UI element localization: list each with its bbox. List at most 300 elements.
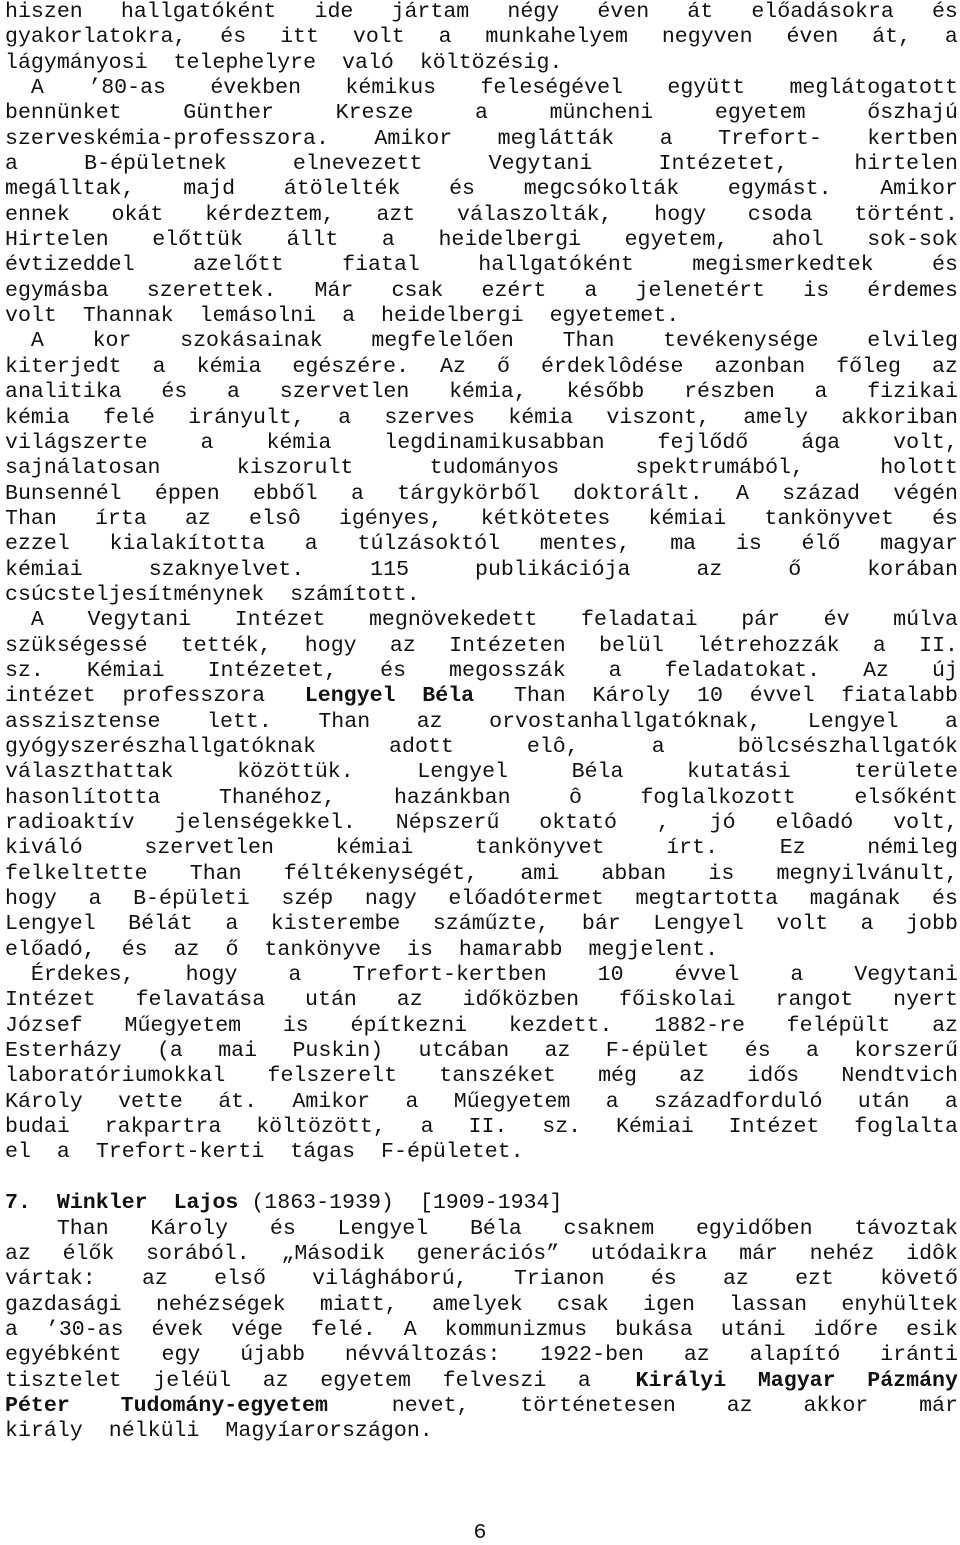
word: szokásainak bbox=[180, 329, 323, 354]
word: kétkötetes bbox=[480, 506, 611, 531]
word: holott bbox=[880, 456, 958, 481]
text-line bbox=[5, 1064, 958, 1089]
word: munkahelyem bbox=[485, 25, 628, 50]
word: Bélát bbox=[128, 912, 193, 937]
word: Than bbox=[562, 329, 615, 354]
text-line bbox=[5, 355, 958, 380]
word: felépült bbox=[786, 1013, 891, 1038]
word: ezért bbox=[481, 278, 547, 303]
word: utcában bbox=[418, 1039, 510, 1064]
word: heidelbergi bbox=[438, 228, 581, 253]
word: Lengyel bbox=[337, 1216, 429, 1241]
word: egyetem, bbox=[624, 228, 729, 253]
word: Lengyel bbox=[417, 760, 509, 785]
word: és bbox=[449, 177, 476, 202]
word: már bbox=[919, 1393, 958, 1418]
word: együtt bbox=[667, 76, 746, 101]
word: egyetem bbox=[320, 1368, 411, 1393]
word: állt bbox=[286, 228, 339, 253]
word: megcsókolták bbox=[523, 177, 680, 202]
word: is bbox=[735, 532, 762, 557]
word: egymásba bbox=[5, 278, 109, 303]
word: szerettek. bbox=[146, 278, 277, 303]
word: generációs” bbox=[416, 1241, 560, 1266]
word: viszont, bbox=[606, 405, 711, 430]
word: az bbox=[262, 1368, 289, 1393]
word: akkor bbox=[803, 1393, 869, 1418]
word: Puskin) bbox=[292, 1039, 384, 1064]
word: az bbox=[416, 709, 443, 734]
text-line bbox=[5, 862, 958, 887]
word: volt bbox=[5, 304, 57, 329]
text-line bbox=[5, 380, 958, 405]
word: névváltozás: bbox=[344, 1343, 501, 1368]
text-line bbox=[5, 406, 958, 431]
word: hazánkban bbox=[393, 785, 511, 810]
word: csak bbox=[556, 1292, 609, 1317]
text-line bbox=[5, 963, 958, 988]
word: felé bbox=[103, 405, 155, 430]
word: a bbox=[342, 304, 356, 329]
word: legdinamikusabban bbox=[384, 430, 605, 455]
bold-word: Winkler bbox=[56, 1191, 148, 1216]
word: B-épületnek bbox=[84, 152, 227, 177]
bold-word: Lengyel bbox=[304, 684, 396, 709]
word: felé. bbox=[311, 1317, 376, 1342]
word: nehézségek bbox=[155, 1292, 286, 1317]
word: lett. bbox=[207, 709, 272, 734]
word: B-épületi bbox=[133, 887, 250, 912]
word: okát bbox=[111, 202, 164, 227]
text-line bbox=[5, 1242, 958, 1267]
word: , bbox=[656, 811, 670, 835]
word: egyébként bbox=[5, 1343, 122, 1368]
text-line bbox=[5, 507, 958, 532]
word: alapító bbox=[749, 1343, 841, 1368]
text-line bbox=[5, 634, 958, 659]
word: Nendtvich bbox=[841, 1064, 958, 1089]
word: kémia, bbox=[449, 380, 527, 405]
word: 115 bbox=[370, 557, 410, 582]
word: feladatai bbox=[581, 608, 698, 633]
bold-word: Királyi bbox=[635, 1368, 727, 1393]
word: Ez bbox=[779, 836, 806, 861]
word: némileg bbox=[867, 836, 958, 861]
word: Intézetet, bbox=[658, 152, 789, 177]
word: a bbox=[304, 532, 318, 557]
word: a bbox=[152, 354, 166, 379]
space bbox=[148, 1191, 161, 1216]
word: kémiai bbox=[648, 506, 727, 531]
word: publikációja bbox=[474, 557, 631, 582]
word: csak bbox=[391, 278, 444, 303]
word: ebből bbox=[252, 481, 318, 506]
word: Thannak bbox=[82, 304, 174, 329]
word: felavatása bbox=[135, 988, 266, 1013]
word: válaszolták, bbox=[457, 202, 613, 227]
word: a bbox=[651, 734, 665, 759]
word: előttük bbox=[152, 228, 243, 253]
text-line bbox=[5, 127, 958, 152]
word: feleségével bbox=[480, 76, 624, 101]
word: szervetlen bbox=[144, 836, 274, 861]
word: történt. bbox=[854, 202, 958, 227]
word: kémia bbox=[5, 405, 70, 430]
word: majd bbox=[183, 177, 236, 202]
word: utáni bbox=[720, 1317, 786, 1342]
text-line bbox=[5, 25, 958, 50]
word: Az bbox=[863, 658, 889, 683]
word: amely bbox=[743, 405, 809, 430]
word: a bbox=[227, 380, 240, 405]
bold-word: Pázmány bbox=[867, 1368, 958, 1393]
word: sz. bbox=[542, 1115, 582, 1140]
word: való bbox=[342, 50, 394, 75]
word: csaknem bbox=[563, 1216, 655, 1241]
word: át bbox=[687, 0, 714, 24]
word: előadó, bbox=[5, 937, 96, 962]
word: doktorált. bbox=[573, 481, 703, 506]
bold-word: 7. bbox=[5, 1191, 31, 1216]
word: és bbox=[380, 658, 407, 683]
word: Vegytani bbox=[488, 152, 593, 177]
word: szervetlen bbox=[279, 380, 410, 405]
word: belül bbox=[599, 633, 664, 658]
word: évvel bbox=[674, 963, 740, 988]
word: Trefort-kertben bbox=[352, 963, 547, 988]
word: ô bbox=[569, 785, 582, 810]
word: A bbox=[735, 481, 749, 506]
word: azelőtt bbox=[193, 253, 284, 278]
bold-word: Tudomány-egyetem bbox=[120, 1393, 328, 1418]
word: a bbox=[814, 380, 828, 405]
word: túlzásoktól bbox=[357, 532, 501, 557]
word: világháború, bbox=[312, 1267, 468, 1292]
word: hallgatóként bbox=[478, 253, 634, 278]
word: a bbox=[420, 1115, 434, 1140]
word: át. bbox=[218, 1089, 258, 1114]
space bbox=[316, 304, 329, 329]
word: József bbox=[5, 1013, 83, 1038]
word: kémikus bbox=[345, 76, 437, 101]
word: területe bbox=[854, 760, 958, 785]
text-line bbox=[5, 101, 958, 126]
word: hiszen bbox=[5, 0, 83, 24]
word: a bbox=[381, 228, 395, 253]
word: megálltak, bbox=[5, 177, 135, 202]
text-line bbox=[5, 1267, 958, 1292]
word: Trianon bbox=[513, 1267, 605, 1292]
word: időre bbox=[813, 1317, 879, 1342]
word: is bbox=[407, 937, 433, 962]
word: Az bbox=[440, 354, 466, 379]
text-line bbox=[5, 558, 958, 583]
word: radioaktív bbox=[5, 811, 135, 835]
text-line bbox=[5, 1419, 958, 1444]
word: az bbox=[696, 557, 723, 582]
word: négy bbox=[507, 0, 560, 24]
word: Than bbox=[500, 684, 566, 709]
word: azt bbox=[376, 202, 416, 227]
text-line bbox=[5, 1014, 958, 1039]
word: meglátták bbox=[497, 126, 615, 151]
word: költözésig. bbox=[419, 50, 563, 75]
word: a bbox=[438, 25, 452, 50]
word: Népszerű bbox=[395, 811, 500, 835]
word: szép bbox=[281, 887, 334, 912]
word: előadásokra bbox=[751, 0, 894, 24]
word: Károly bbox=[592, 684, 671, 709]
text-line bbox=[5, 583, 958, 608]
word: nyert bbox=[893, 988, 958, 1013]
word: a bbox=[200, 430, 214, 455]
word: nehéz bbox=[809, 1241, 875, 1266]
bold-word: Magyar bbox=[757, 1368, 836, 1393]
word: utódaikra bbox=[590, 1241, 708, 1266]
page-number: 6 bbox=[473, 1521, 487, 1545]
word: bennünket bbox=[5, 101, 122, 126]
word: nagy bbox=[364, 887, 417, 912]
word: jelenetért bbox=[635, 278, 766, 303]
word: megosszák bbox=[449, 658, 566, 683]
space bbox=[524, 304, 537, 329]
word: volt, bbox=[893, 430, 958, 455]
word: irányult, bbox=[188, 405, 305, 430]
word: Kémiai bbox=[86, 658, 165, 683]
word: egymást. bbox=[727, 177, 832, 202]
word: ami bbox=[520, 861, 560, 886]
word: tevékenysége bbox=[663, 329, 819, 354]
word: világszerte bbox=[5, 430, 148, 455]
word: tágas bbox=[290, 1140, 356, 1165]
word: az bbox=[173, 937, 200, 962]
word: Vegytani bbox=[87, 608, 192, 633]
word: már bbox=[739, 1241, 779, 1266]
text-line bbox=[5, 786, 958, 811]
word: az bbox=[932, 1013, 958, 1038]
word: a bbox=[288, 963, 302, 988]
word: 10 bbox=[597, 963, 624, 988]
word: a bbox=[225, 912, 239, 937]
word: el bbox=[5, 1140, 31, 1165]
word: évvel bbox=[749, 684, 815, 709]
word: kutatási bbox=[687, 760, 791, 785]
word: A bbox=[5, 329, 44, 354]
word: felveszi bbox=[442, 1368, 547, 1393]
space bbox=[355, 304, 368, 329]
word: tárgykörből bbox=[397, 481, 540, 506]
word: az bbox=[679, 1064, 706, 1089]
word: azonban bbox=[714, 354, 806, 379]
word: és bbox=[932, 887, 958, 912]
word: rangot bbox=[775, 988, 854, 1013]
text-line bbox=[5, 811, 958, 836]
word: egyidőben bbox=[695, 1216, 813, 1241]
word: hamarabb bbox=[458, 937, 563, 962]
word: kiváló bbox=[5, 836, 83, 861]
space bbox=[563, 938, 576, 963]
word: a bbox=[944, 1089, 958, 1114]
word: csúcsteljesítménynek bbox=[5, 582, 265, 607]
word: bár bbox=[581, 912, 621, 937]
space bbox=[355, 1140, 368, 1165]
space bbox=[96, 938, 109, 963]
word: Hirtelen bbox=[5, 228, 109, 253]
text-line bbox=[5, 76, 958, 101]
word: hogy bbox=[304, 633, 357, 658]
word: ő bbox=[225, 937, 239, 962]
word: is bbox=[803, 278, 830, 303]
word: lágymányosi bbox=[5, 50, 148, 75]
text-line bbox=[5, 1217, 958, 1242]
word: ahol bbox=[771, 228, 824, 253]
word: Vegytani bbox=[854, 963, 958, 988]
word: miatt, bbox=[319, 1292, 398, 1317]
text-line bbox=[5, 988, 958, 1013]
word: felszerelt bbox=[267, 1064, 398, 1089]
space bbox=[264, 1140, 277, 1165]
word: és bbox=[220, 25, 247, 50]
space bbox=[174, 304, 187, 329]
word: tankönyvet bbox=[764, 506, 894, 531]
word: az bbox=[5, 1241, 31, 1266]
word: az bbox=[141, 1267, 168, 1292]
word: Trefort-kerti bbox=[95, 1140, 265, 1165]
word: sok-sok bbox=[867, 228, 958, 253]
word: létrehozzák bbox=[697, 633, 840, 658]
word: elsőként bbox=[854, 785, 958, 810]
word: kiterjedt bbox=[5, 354, 122, 379]
word: a bbox=[5, 152, 18, 177]
word: építkezni bbox=[350, 1013, 468, 1038]
word: élő bbox=[801, 532, 841, 557]
text-line bbox=[5, 684, 958, 709]
word: kémia bbox=[266, 430, 332, 455]
word: ő bbox=[788, 557, 802, 582]
word: és bbox=[161, 380, 188, 405]
word: Günther bbox=[183, 101, 274, 126]
word: megismerkedtek bbox=[692, 253, 874, 278]
word: idôk bbox=[906, 1241, 958, 1266]
word: mentes, bbox=[539, 532, 631, 557]
text-line bbox=[5, 1369, 958, 1394]
text-line bbox=[5, 279, 958, 304]
word: tankönyve bbox=[264, 937, 382, 962]
text-line bbox=[5, 735, 958, 760]
space bbox=[148, 51, 161, 76]
word: száműzte, bbox=[432, 912, 550, 937]
word: az bbox=[544, 1039, 571, 1064]
word: kertben bbox=[867, 126, 958, 151]
word: heidelbergi bbox=[381, 304, 524, 329]
word: elôadó bbox=[775, 811, 854, 835]
word: szaknyelvet. bbox=[148, 557, 305, 582]
word: hogy bbox=[185, 963, 238, 988]
bold-word: Béla bbox=[422, 684, 475, 709]
word: vette bbox=[118, 1089, 183, 1114]
word: F-épület bbox=[605, 1039, 710, 1064]
word: Béla bbox=[469, 1216, 522, 1241]
word: enyhültek bbox=[841, 1292, 958, 1317]
word: számított. bbox=[290, 582, 420, 607]
text-line bbox=[5, 1140, 958, 1165]
word: fizikai bbox=[867, 380, 958, 405]
text-line bbox=[5, 836, 958, 861]
word: 1922-ben bbox=[540, 1343, 644, 1368]
text-line bbox=[5, 51, 958, 76]
word: oktató bbox=[539, 811, 618, 835]
word: őszhajú bbox=[867, 101, 958, 126]
word: az bbox=[389, 633, 416, 658]
word: követő bbox=[880, 1267, 958, 1292]
word: a bbox=[944, 25, 958, 50]
word: első bbox=[214, 1267, 266, 1292]
word: amelyek bbox=[431, 1292, 523, 1317]
text-line bbox=[5, 1191, 958, 1216]
word: után bbox=[857, 1089, 910, 1114]
word: hogy bbox=[654, 202, 707, 227]
space bbox=[31, 1191, 44, 1216]
word: a bbox=[56, 1140, 70, 1165]
word: asszisztense bbox=[5, 709, 161, 734]
word: később bbox=[566, 380, 645, 405]
blank-line bbox=[5, 1166, 958, 1191]
text-line bbox=[5, 1115, 958, 1140]
word: kémiai bbox=[335, 836, 414, 861]
word: Érdekes, bbox=[5, 963, 135, 988]
word: élők bbox=[62, 1241, 115, 1266]
word: tankönyvet bbox=[475, 836, 605, 861]
word: sajnálatosan bbox=[5, 456, 161, 481]
word: korszerű bbox=[854, 1039, 958, 1064]
word: lassan bbox=[729, 1292, 808, 1317]
word: Than bbox=[318, 709, 371, 734]
word: korában bbox=[867, 557, 958, 582]
word: ’80-as bbox=[88, 76, 166, 101]
word: magának bbox=[809, 887, 901, 912]
word: átölelték bbox=[283, 177, 401, 202]
word: tisztelet bbox=[5, 1368, 122, 1393]
word: (1863-1939) bbox=[238, 1191, 394, 1216]
word: évek bbox=[151, 1317, 204, 1342]
word: és bbox=[932, 253, 958, 278]
word: mai bbox=[218, 1039, 258, 1064]
word: is bbox=[708, 861, 735, 886]
word: század bbox=[782, 481, 860, 506]
word: hogy bbox=[5, 887, 57, 912]
word: [1909-1934] bbox=[419, 1191, 563, 1216]
word: évtizeddel bbox=[5, 253, 135, 278]
word: rakpartra bbox=[104, 1115, 222, 1140]
space bbox=[433, 938, 446, 963]
text-line bbox=[5, 253, 958, 278]
bold-word: Péter bbox=[5, 1393, 70, 1418]
space bbox=[31, 1140, 44, 1165]
word: laboratóriumokkal bbox=[5, 1064, 226, 1089]
text-line bbox=[5, 203, 958, 228]
word: után bbox=[305, 988, 357, 1013]
word: előadótermet bbox=[448, 887, 604, 912]
word: vártak: bbox=[5, 1267, 96, 1292]
word: nélküli bbox=[108, 1419, 200, 1444]
text-line bbox=[5, 760, 958, 785]
text-line bbox=[5, 304, 958, 329]
word: érdemes bbox=[867, 278, 958, 303]
text-line bbox=[5, 228, 958, 253]
word: elô, bbox=[526, 734, 579, 759]
word: Than bbox=[5, 1216, 109, 1241]
word: „Második bbox=[281, 1241, 386, 1266]
